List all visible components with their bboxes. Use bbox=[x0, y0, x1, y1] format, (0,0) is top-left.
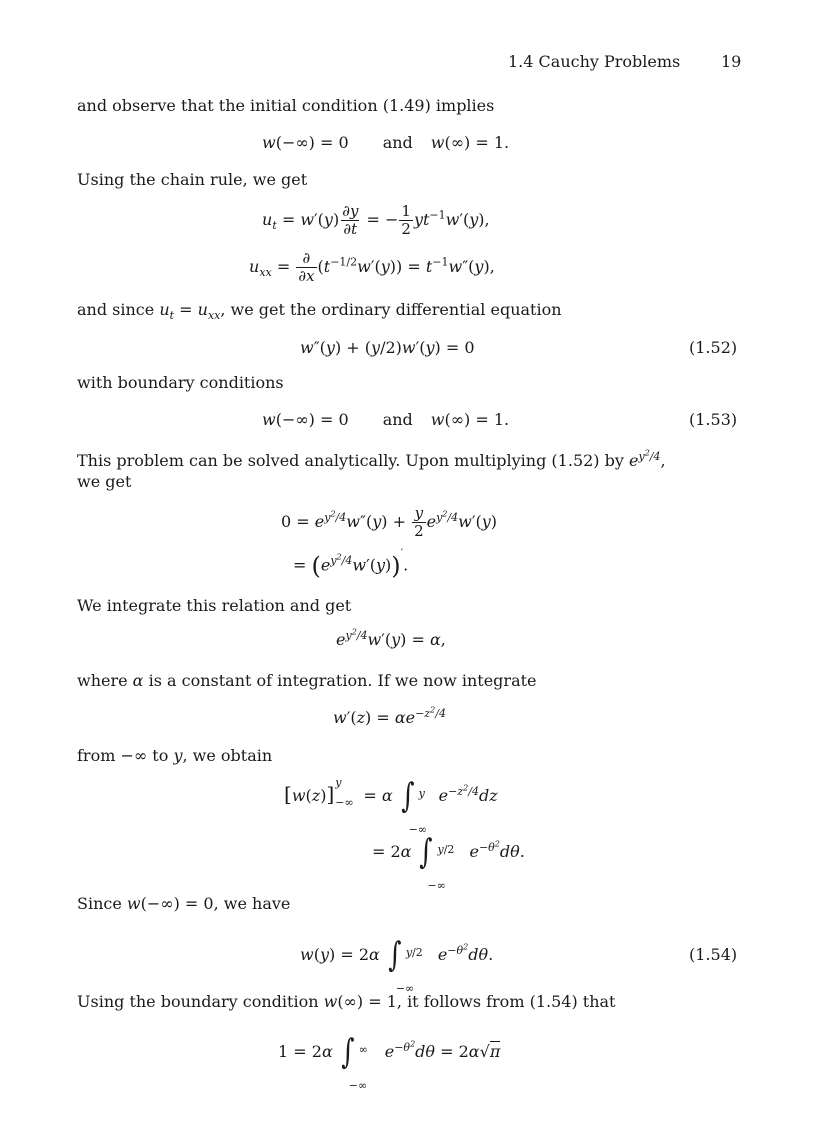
p3-part-a: and since bbox=[77, 300, 160, 319]
equation-multiplied-2: = $(e^{y^2/4}w'(y))'$. bbox=[293, 546, 409, 580]
paragraph-chain-rule: Using the chain rule, we get bbox=[77, 170, 308, 189]
equation-bc: w(−∞) = 0 and w(∞) = 1. bbox=[262, 410, 510, 429]
paragraph-constant: where α is a constant of integration. If we now integrate bbox=[77, 671, 537, 690]
and-word: and bbox=[382, 133, 413, 152]
equation-uxx: $u_{xx}$ = $\frac{\partial}{\partial x}$ $(t^{-1/2}w'(y)) = t^{-1}w''(y)$, bbox=[249, 249, 495, 285]
equation-wprime: $w'(z) = \alpha e^{-z^2/4}$ bbox=[333, 705, 446, 727]
paragraph-ode: and since $u_t = u_{xx}$, we get the ordinary differential equation bbox=[77, 300, 562, 323]
running-header-section: 1.4 Cauchy Problems bbox=[508, 52, 681, 71]
paragraph-analytic: This problem can be solved analytically. Upon multiplying (1.52) by $e^{y^2/4}$, bbox=[77, 448, 666, 470]
page-number: 19 bbox=[721, 52, 742, 71]
paragraph-limits: from −∞ to y, we obtain bbox=[77, 746, 273, 765]
p8-part-a: from bbox=[77, 746, 121, 765]
paragraph-since: Since w(−∞) = 0, we have bbox=[77, 894, 291, 913]
paragraph-analytic-cont: we get bbox=[77, 472, 132, 491]
p10-part-b: , it follows from (1.54) that bbox=[396, 992, 616, 1011]
equation-integral-2: = 2α ∫ y/2 −∞ $e^{-\theta^2}d\theta$. bbox=[372, 832, 525, 892]
equation-ut: $u_t = w'(y)$ $\frac{\partial y}{\partial t}$ = − $\frac{1}{2}$ $yt^{-1}w'(y)$, bbox=[262, 202, 490, 238]
equation-number-153: (1.53) bbox=[689, 410, 738, 429]
p7-part-b: is a constant of integration. If we now integrate bbox=[143, 671, 537, 690]
equation-integral-1: [w(z)] y −∞ = α ∫ y −∞ $e^{-z^2/4}dz$ bbox=[284, 776, 498, 836]
p5-part-a: This problem can be solved analytically. Upon multiplying (1.52) by bbox=[77, 451, 629, 470]
equation-first-integral: $e^{y^2/4}w'(y) = \alpha$, bbox=[336, 627, 446, 649]
equation-normalization: 1 = 2α ∫ ∞ −∞ $e^{-\theta^2}d\theta = 2\alpha√\pi$ bbox=[278, 1032, 501, 1092]
p7-part-a: where bbox=[77, 671, 133, 690]
equation-solution: w(y) = 2α ∫ y/2 −∞ $e^{-\theta^2}d\theta$. bbox=[300, 935, 494, 995]
paragraph-initial-condition: and observe that the initial condition (1.49) implies bbox=[77, 96, 495, 115]
equation-boundary-values: w(−∞) = 0 and w(∞) = 1. bbox=[262, 133, 510, 152]
equation-ode: w″(y) + (y/2)w′(y) = 0 bbox=[300, 338, 475, 357]
p3-part-b: , we get the ordinary differential equation bbox=[220, 300, 562, 319]
and-word-2: and bbox=[382, 410, 413, 429]
paragraph-boundary: with boundary conditions bbox=[77, 373, 284, 392]
p9-part-b: , we have bbox=[213, 894, 291, 913]
p8-part-b: to bbox=[147, 746, 174, 765]
paragraph-integrate: We integrate this relation and get bbox=[77, 596, 352, 615]
equation-number-152: (1.52) bbox=[689, 338, 738, 357]
equation-multiplied-1: $0 = e^{y^2/4}w''(y)$ + $\frac{y}{2}$ $e^{y^2/4}w'(y)$ bbox=[281, 504, 497, 540]
equation-number-154: (1.54) bbox=[689, 945, 738, 964]
p9-part-a: Since bbox=[77, 894, 127, 913]
paragraph-boundary-use: Using the boundary condition w(∞) = 1, it follows from (1.54) that bbox=[77, 992, 616, 1011]
p8-part-c: , we obtain bbox=[182, 746, 273, 765]
p10-part-a: Using the boundary condition bbox=[77, 992, 324, 1011]
